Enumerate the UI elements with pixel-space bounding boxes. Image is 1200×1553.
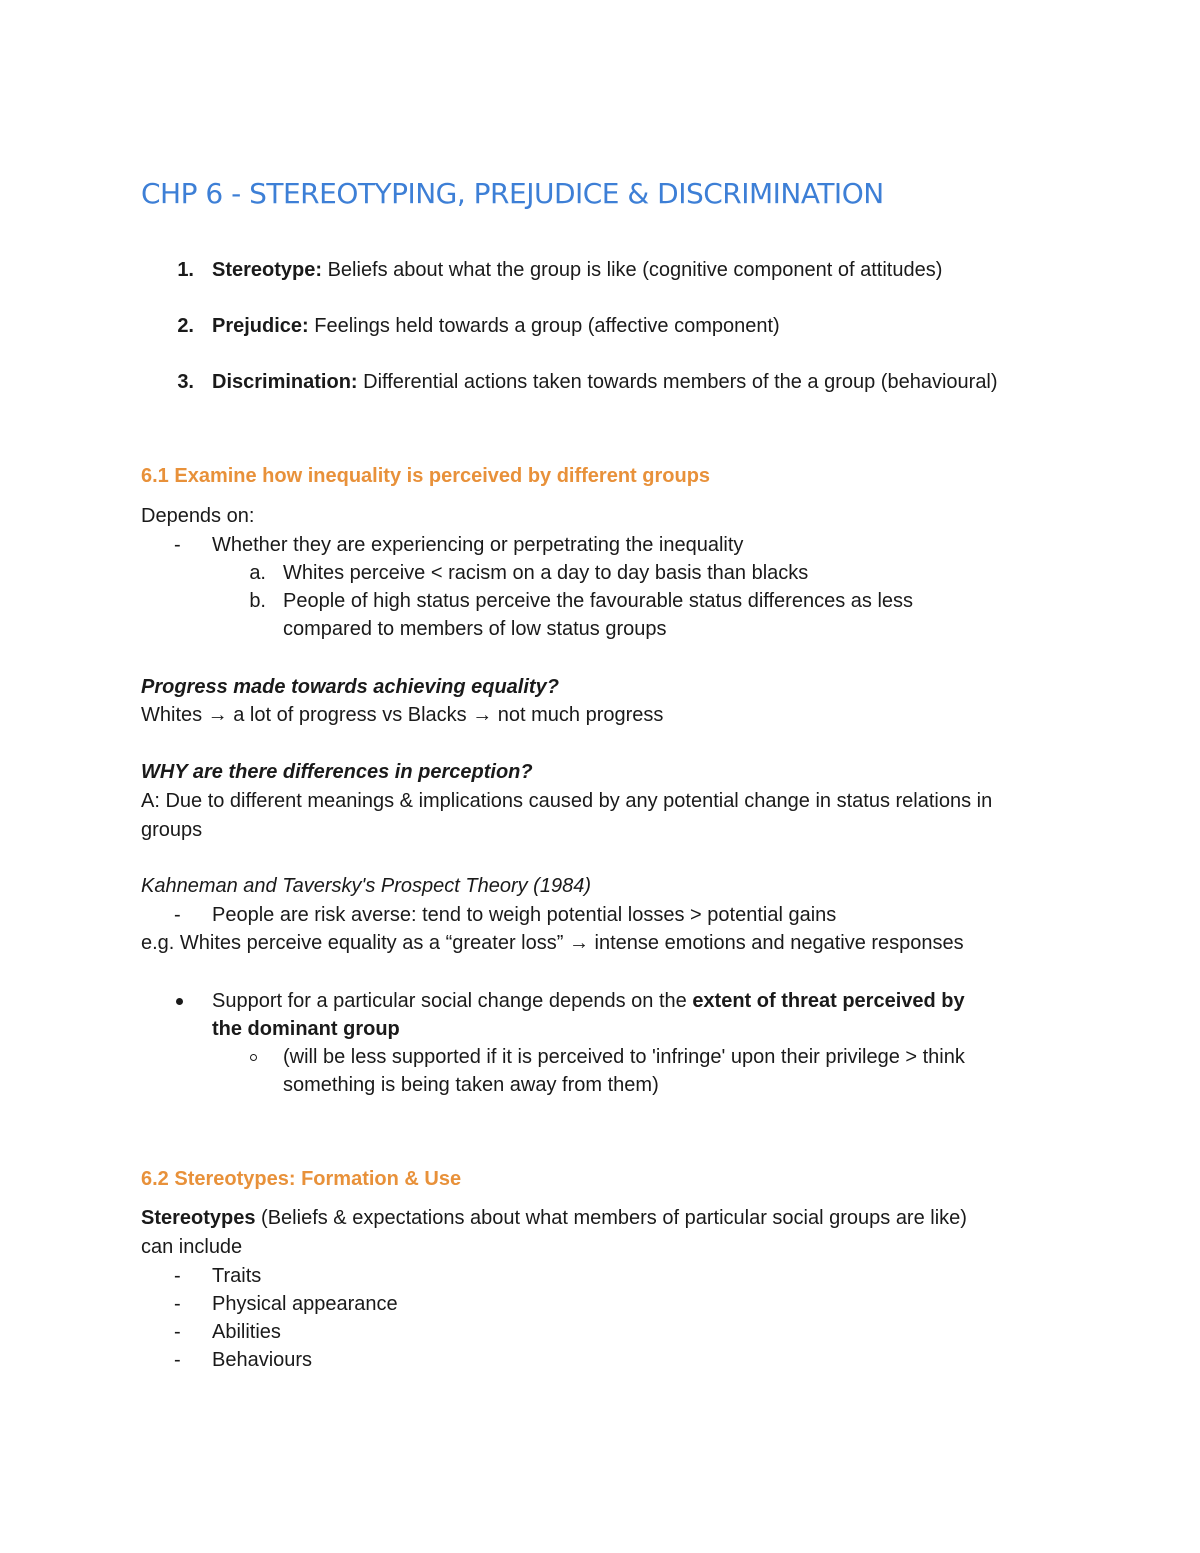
- bullet-text-plain: Support for a particular social change depends on the: [212, 990, 693, 1012]
- sub-item-text: People of high status perceive the favourable status differences as less: [283, 590, 914, 612]
- dash-marker: -: [174, 904, 181, 926]
- page-title: CHP 6 - STEREOTYPING, PREJUDICE & DISCRIMINATION: [141, 177, 884, 210]
- theory-title: Kahneman and Taversky's Prospect Theory (1984): [141, 875, 591, 897]
- sub-item-marker: a.: [249, 562, 266, 584]
- stereotypes-definition: (Beliefs & expectations about what members of particular social groups are like): [255, 1207, 967, 1229]
- definition-term: Prejudice:: [212, 315, 309, 337]
- bullet-icon: [176, 998, 183, 1005]
- definition-text: Beliefs about what the group is like (cognitive component of attitudes): [322, 259, 943, 281]
- dash-marker: -: [174, 1293, 181, 1315]
- question-progress: Progress made towards achieving equality?: [141, 676, 559, 698]
- bullet-text-continued: the dominant group: [212, 1018, 400, 1040]
- definition-text: Feelings held towards a group (affective component): [308, 315, 780, 337]
- sub-item-marker: b.: [249, 590, 266, 612]
- list-number: 1.: [177, 259, 194, 281]
- bullet-text-bold: extent of threat perceived by: [692, 990, 965, 1012]
- question-why: WHY are there differences in perception?: [141, 761, 533, 783]
- sub-bullet-icon: [250, 1054, 257, 1061]
- list-item: Abilities: [212, 1321, 281, 1343]
- answer-why: A: Due to different meanings & implications caused by any potential change in status relations in: [141, 790, 993, 812]
- dash-marker: -: [174, 534, 181, 556]
- theory-item-text: People are risk averse: tend to weigh potential losses > potential gains: [212, 904, 837, 926]
- sub-bullet-text-continued: something is being taken away from them): [283, 1074, 659, 1096]
- stereotypes-intro-continued: can include: [141, 1236, 243, 1258]
- example-text: e.g. Whites perceive equality as a “greater loss” → intense emotions and negative responses: [141, 932, 964, 954]
- stereotypes-intro: [141, 1204, 967, 1232]
- dash-marker: -: [174, 1321, 181, 1343]
- sub-bullet-text: (will be less supported if it is perceived to 'infringe' upon their privilege > think: [283, 1046, 965, 1068]
- definition-text: Differential actions taken towards members of the a group (behavioural): [357, 371, 998, 393]
- bullet-text: [212, 987, 965, 1015]
- section-heading-6-2: 6.2 Stereotypes: Formation & Use: [141, 1168, 462, 1190]
- list-item: Traits: [212, 1265, 262, 1287]
- sub-item-text: Whites perceive < racism on a day to day basis than blacks: [283, 562, 809, 584]
- definition-term: Stereotype:: [212, 259, 323, 281]
- section-heading-6-1: 6.1 Examine how inequality is perceived by different groups: [141, 465, 711, 487]
- list-number: 2.: [177, 315, 194, 337]
- stereotypes-term: Stereotypes: [141, 1207, 256, 1229]
- sub-item-text-continued: compared to members of low status groups: [283, 618, 667, 640]
- list-item: Physical appearance: [212, 1293, 398, 1315]
- list-number: 3.: [177, 371, 194, 393]
- dash-marker: -: [174, 1265, 181, 1287]
- depends-on-label: Depends on:: [141, 505, 255, 527]
- list-item: Behaviours: [212, 1349, 313, 1371]
- dash-item-text: Whether they are experiencing or perpetrating the inequality: [212, 534, 744, 556]
- answer-why-continued: groups: [141, 819, 203, 841]
- definition-term: Discrimination:: [212, 371, 358, 393]
- dash-marker: -: [174, 1349, 181, 1371]
- answer-progress: Whites → a lot of progress vs Blacks → not much progress: [141, 704, 664, 726]
